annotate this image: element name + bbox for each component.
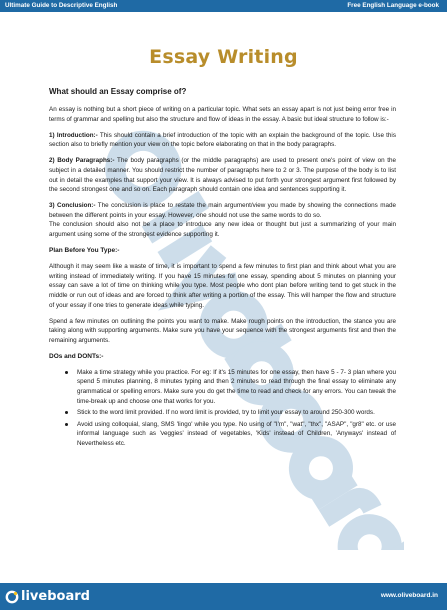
item-label: 1) Introduction:-	[49, 131, 98, 139]
conclusion-note: The conclusion should also not be a place to introduce any new idea or thought but just a summarizing of your main argument using some of the strongest evidence supporting it.	[49, 221, 396, 239]
list-item: Make a time strategy while you practice. For eg: If it's 15 minutes for one essay, then have 5 - 7- 3 plan where you spend 5 minutes planning, 8 minutes typing and then 2 minutes to read through the final essay to eliminate any grammatical or spelling errors. Make sure you do get the time to read and check for any errors. You can tweak the time-break up and choose one that works for you.	[77, 368, 396, 405]
olive-logo-icon	[5, 590, 19, 604]
item-label: 2) Body Paragraphs:-	[49, 157, 115, 165]
plan-paragraph: Spend a few minutes on outlining the points you want to make. Make rough points on the introduction, the stance you are taking along with supporting arguments. Make sure you have your sequence with the strongest arguments first and then the remaining arguments.	[49, 317, 396, 344]
essay-content	[49, 87, 396, 451]
plan-paragraph: Although it may seem like a waste of time, it is important to spend a few minutes to first plan and think about what you are writing instead of immediately writing. If you have 15 minutes for one essay, spending about 5 minutes on planning your essay can save a lot of time on thinking while you type. Most people who dont plan before writing tend to get stuck in the middle or run out of ideas and are forced to think after writing a portion of the essay. This will hamper the flow and structure of your essay if one tries to generate ideas while typing.	[49, 263, 396, 309]
header-ebook-label: Free English Language e-book	[347, 2, 439, 9]
top-banner	[0, 0, 447, 12]
section-heading: What should an Essay comprise of?	[49, 87, 187, 96]
item-text: This should contain a brief introduction of the topic with an explain the background of the topic. Use this section also to briefly mention your view on the topic before elaborating on that in the body paragraphs.	[49, 131, 396, 149]
item-label: 3) Conclusion:-	[49, 202, 96, 210]
conclusion-item	[49, 201, 396, 220]
header-book-title: Ultimate Guide to Descriptive English	[5, 2, 118, 9]
logo-text: liveboard	[21, 589, 90, 604]
oliveboard-logo[interactable]	[5, 588, 90, 605]
item-text: The conclusion is place to restate the main argument/view you made by showing the connections made between the different points in your essay. However, one should not use the same words to do so.	[49, 202, 396, 219]
body-paragraphs-item	[49, 156, 396, 194]
list-item: Stick to the word limit provided. If no word limit is provided, try to limit your essay to around 250-300 words.	[77, 408, 396, 418]
footer-bar	[0, 583, 447, 610]
introduction-item	[49, 131, 396, 150]
item-text: The body paragraphs (or the middle paragraphs) are used to present one's point of view on the subject in a detailed manner. You should restrict the number of paragraphs here to 2 or 3. The purpose of the body is to list out in detail the examples that support your view. It is always advised to put forth your strongest argument first followed by the second strongest one and so on. Each paragraph should contain one idea and sentences supporting it.	[49, 157, 396, 194]
dos-heading: DOs and DONTs:-	[49, 352, 104, 360]
intro-paragraph: An essay is nothing but a short piece of writing on a particular topic. What sets an essay apart is not just being error free in terms of grammar and spelling but also the structure and flow of ideas in the essay. A basic but ideal structure to follow is:-	[49, 106, 396, 123]
plan-heading: Plan Before You Type:-	[49, 247, 120, 255]
list-item: Avoid using colloquial, slang, SMS 'lingo' while you type. No using of "I'm", "wat", "thx", "ASAP", "gr8" etc. or use informal language such as 'veggies' instead of vegetables, 'Kids' instead of Children, 'Anyways' instead of Nevertheless etc.	[77, 420, 396, 448]
page-title: Essay Writing	[149, 46, 298, 68]
dos-list	[49, 368, 396, 449]
website-link[interactable]: www.oliveboard.in	[380, 592, 438, 599]
